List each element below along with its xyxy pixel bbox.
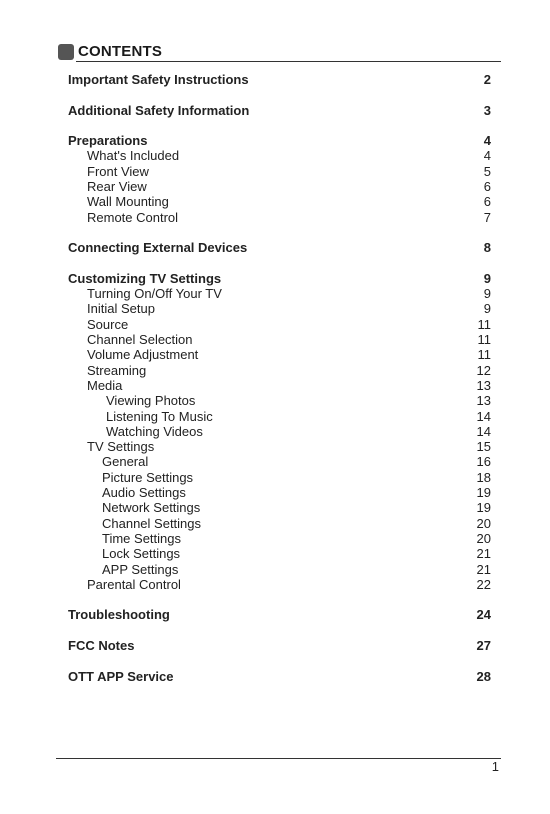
toc-entry-label: Turning On/Off Your TV	[87, 286, 222, 302]
toc-subsection[interactable]	[68, 485, 491, 500]
toc-entry-label: Source	[87, 316, 129, 332]
toc-section[interactable]	[68, 669, 491, 684]
toc-entry-page: 5	[483, 163, 491, 179]
toc-subsection[interactable]	[68, 424, 491, 439]
toc-subsection[interactable]	[68, 148, 491, 163]
toc-entry-label: Parental Control	[87, 576, 181, 592]
toc-entry-page: 9	[483, 270, 491, 286]
toc-subsection[interactable]	[68, 531, 491, 546]
toc-entry-page: 4	[483, 148, 491, 164]
toc-entry-page: 11	[477, 316, 491, 332]
header-rule	[76, 61, 501, 62]
toc-entry-page: 13	[476, 377, 491, 393]
toc-subsection[interactable]	[68, 347, 491, 362]
page-number: 1	[491, 759, 499, 774]
toc-entry-page: 21	[476, 546, 491, 562]
toc-entry-label: Network Settings	[102, 500, 201, 516]
toc-entry-label: Initial Setup	[87, 301, 155, 317]
toc-spacer	[68, 623, 491, 638]
toc-entry-label: Remote Control	[87, 209, 179, 225]
toc-spacer	[68, 653, 491, 668]
toc-entry-label: Wall Mounting	[87, 194, 169, 210]
table-of-contents	[68, 72, 491, 684]
toc-section[interactable]	[68, 72, 491, 87]
toc-subsection[interactable]	[68, 286, 491, 301]
toc-section[interactable]	[68, 240, 491, 255]
toc-entry-label: TV Settings	[87, 439, 155, 455]
toc-entry-page: 8	[483, 240, 491, 256]
toc-section[interactable]	[68, 638, 491, 653]
toc-entry-label: Watching Videos	[106, 423, 203, 439]
toc-section[interactable]	[68, 271, 491, 286]
contents-bullet-icon	[58, 44, 74, 60]
toc-entry-page: 7	[483, 209, 491, 225]
toc-entry-page: 6	[483, 179, 491, 195]
contents-title: CONTENTS	[78, 43, 163, 60]
toc-entry-page: 19	[476, 500, 491, 516]
toc-entry-page: 11	[477, 332, 491, 348]
toc-section[interactable]	[68, 607, 491, 622]
toc-entry-label: Time Settings	[102, 530, 181, 546]
toc-spacer	[68, 87, 491, 102]
toc-entry-page: 14	[476, 408, 491, 424]
toc-entry-page: 9	[483, 301, 491, 317]
toc-entry-page: 27	[476, 637, 491, 653]
toc-entry-label: Picture Settings	[102, 469, 194, 485]
toc-entry-label: Preparations	[68, 133, 148, 149]
toc-spacer	[68, 256, 491, 271]
toc-subsection[interactable]	[68, 363, 491, 378]
toc-entry-label: Front View	[87, 163, 149, 179]
toc-entry-label: What's Included	[87, 148, 180, 164]
toc-subsection[interactable]	[68, 194, 491, 209]
toc-entry-label: Troubleshooting	[68, 607, 170, 623]
toc-entry-page: 3	[483, 102, 491, 118]
toc-entry-label: Channel Selection	[87, 332, 193, 348]
toc-entry-page: 21	[476, 561, 491, 577]
toc-spacer	[68, 592, 491, 607]
toc-entry-label: Rear View	[87, 179, 147, 195]
toc-entry-label: Streaming	[87, 362, 147, 378]
toc-entry-page: 18	[476, 469, 491, 485]
toc-subsection[interactable]	[68, 439, 491, 454]
toc-entry-label: Viewing Photos	[106, 393, 196, 409]
toc-entry-page: 6	[483, 194, 491, 210]
toc-entry-page: 2	[483, 72, 491, 87]
toc-entry-page: 20	[476, 530, 491, 546]
toc-entry-label: FCC Notes	[68, 637, 135, 653]
toc-subsection[interactable]	[68, 562, 491, 577]
footer-rule	[56, 758, 501, 759]
toc-entry-label: Listening To Music	[106, 408, 213, 424]
toc-subsection[interactable]	[68, 409, 491, 424]
toc-section[interactable]	[68, 133, 491, 148]
toc-entry-page: 22	[476, 576, 491, 592]
toc-subsection[interactable]	[68, 577, 491, 592]
toc-entry-label: APP Settings	[102, 561, 179, 577]
toc-subsection[interactable]	[68, 164, 491, 179]
toc-subsection[interactable]	[68, 470, 491, 485]
toc-subsection[interactable]	[68, 454, 491, 469]
toc-entry-page: 4	[483, 133, 491, 149]
toc-spacer	[68, 225, 491, 240]
toc-entry-label: Additional Safety Information	[68, 102, 250, 118]
toc-subsection[interactable]	[68, 317, 491, 332]
toc-entry-page: 19	[476, 485, 491, 501]
toc-spacer	[68, 118, 491, 133]
toc-subsection[interactable]	[68, 332, 491, 347]
toc-subsection[interactable]	[68, 516, 491, 531]
toc-entry-page: 15	[476, 439, 491, 455]
toc-subsection[interactable]	[68, 546, 491, 561]
contents-header	[58, 44, 501, 64]
toc-entry-label: Customizing TV Settings	[68, 270, 222, 286]
toc-entry-page: 13	[476, 393, 491, 409]
toc-subsection[interactable]	[68, 179, 491, 194]
toc-entry-page: 12	[476, 362, 491, 378]
toc-entry-page: 14	[476, 423, 491, 439]
toc-entry-label: Volume Adjustment	[87, 347, 199, 363]
toc-subsection[interactable]	[68, 210, 491, 225]
toc-entry-page: 24	[476, 607, 491, 623]
toc-entry-label: Media	[87, 377, 123, 393]
toc-entry-page: 9	[483, 286, 491, 302]
toc-section[interactable]	[68, 103, 491, 118]
toc-subsection[interactable]	[68, 500, 491, 515]
toc-entry-label: Connecting External Devices	[68, 240, 248, 256]
toc-entry-label: General	[102, 454, 149, 470]
toc-entry-label: Important Safety Instructions	[68, 72, 249, 87]
toc-subsection[interactable]	[68, 393, 491, 408]
toc-entry-page: 20	[476, 515, 491, 531]
toc-entry-label: Audio Settings	[102, 485, 186, 501]
toc-entry-page: 11	[477, 347, 491, 363]
toc-entry-label: Lock Settings	[102, 546, 181, 562]
toc-entry-label: OTT APP Service	[68, 668, 174, 684]
toc-subsection[interactable]	[68, 301, 491, 316]
toc-entry-label: Channel Settings	[102, 515, 202, 531]
toc-entry-page: 16	[476, 454, 491, 470]
toc-subsection[interactable]	[68, 378, 491, 393]
toc-entry-page: 28	[476, 668, 491, 684]
